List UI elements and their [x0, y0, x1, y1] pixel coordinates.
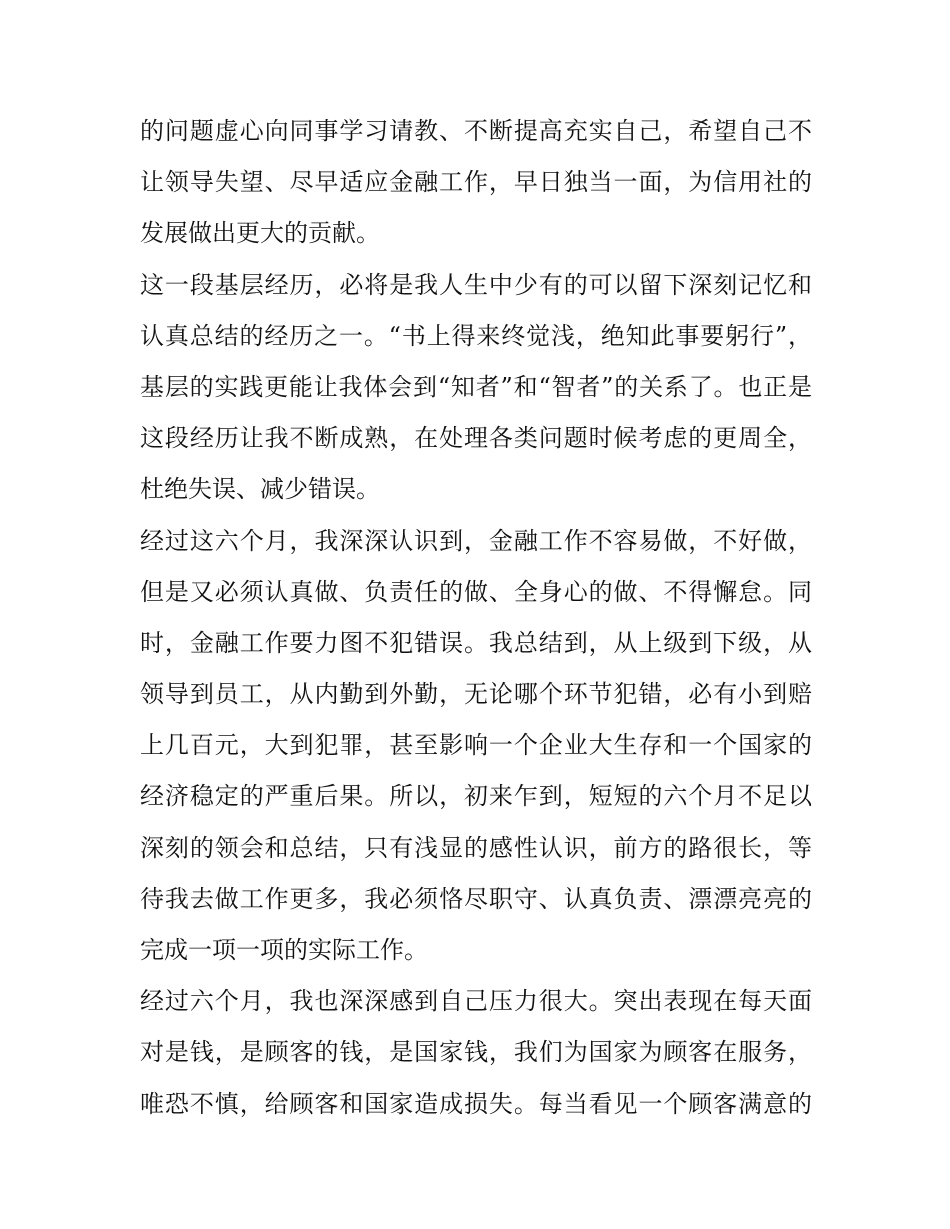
document-body: [140, 106, 812, 1130]
paragraph-1: [140, 106, 812, 260]
text-line: 深刻的领会和总结，只有浅显的感性认识，前方的路很长，等: [140, 833, 812, 862]
text-line: 经过这六个月，我深深认识到，金融工作不容易做，不好做，: [140, 526, 812, 555]
paragraph-3: [140, 516, 812, 977]
text-line: 经济稳定的严重后果。所以，初来乍到，短短的六个月不足以: [140, 782, 812, 811]
text-line: 领导到员工，从内勤到外勤，无论哪个环节犯错，必有小到赔: [140, 680, 812, 709]
text-line: 杜绝失误、减少错误。: [140, 475, 380, 504]
text-line: 唯恐不慎，给顾客和国家造成损失。每当看见一个顾客满意的: [140, 1089, 812, 1118]
text-line: 发展做出更大的贡献。: [140, 219, 380, 248]
text-line: 的问题虚心向同事学习请教、不断提高充实自己，希望自己不: [140, 117, 812, 145]
text-line: 完成一项一项的实际工作。: [140, 936, 428, 964]
paragraph-4: [140, 976, 812, 1130]
text-line: 认真总结的经历之一。“书上得来终觉浅，绝知此事要躬行”，: [140, 321, 812, 350]
text-line: 这一段基层经历，必将是我人生中少有的可以留下深刻记忆和: [140, 270, 812, 299]
text-line: 时，金融工作要力图不犯错误。我总结到，从上级到下级，从: [140, 628, 812, 657]
text-line: 让领导失望、尽早适应金融工作，早日独当一面，为信用社的: [140, 168, 812, 197]
text-line: 待我去做工作更多，我必须恪尽职守、认真负责、漂漂亮亮的: [140, 884, 812, 913]
paragraph-2: [140, 260, 812, 516]
text-line: 但是又必须认真做、负责任的做、全身心的做、不得懈怠。同: [140, 577, 812, 606]
text-line: 上几百元，大到犯罪，甚至影响一个企业大生存和一个国家的: [140, 731, 812, 760]
text-line: 基层的实践更能让我体会到“知者”和“智者”的关系了。也正是: [140, 372, 812, 401]
text-line: 这段经历让我不断成熟，在处理各类问题时候考虑的更周全，: [140, 424, 812, 453]
text-line: 对是钱，是顾客的钱，是国家钱，我们为国家为顾客在服务，: [140, 1038, 812, 1067]
text-line: 经过六个月，我也深深感到自己压力很大。突出表现在每天面: [140, 987, 812, 1016]
